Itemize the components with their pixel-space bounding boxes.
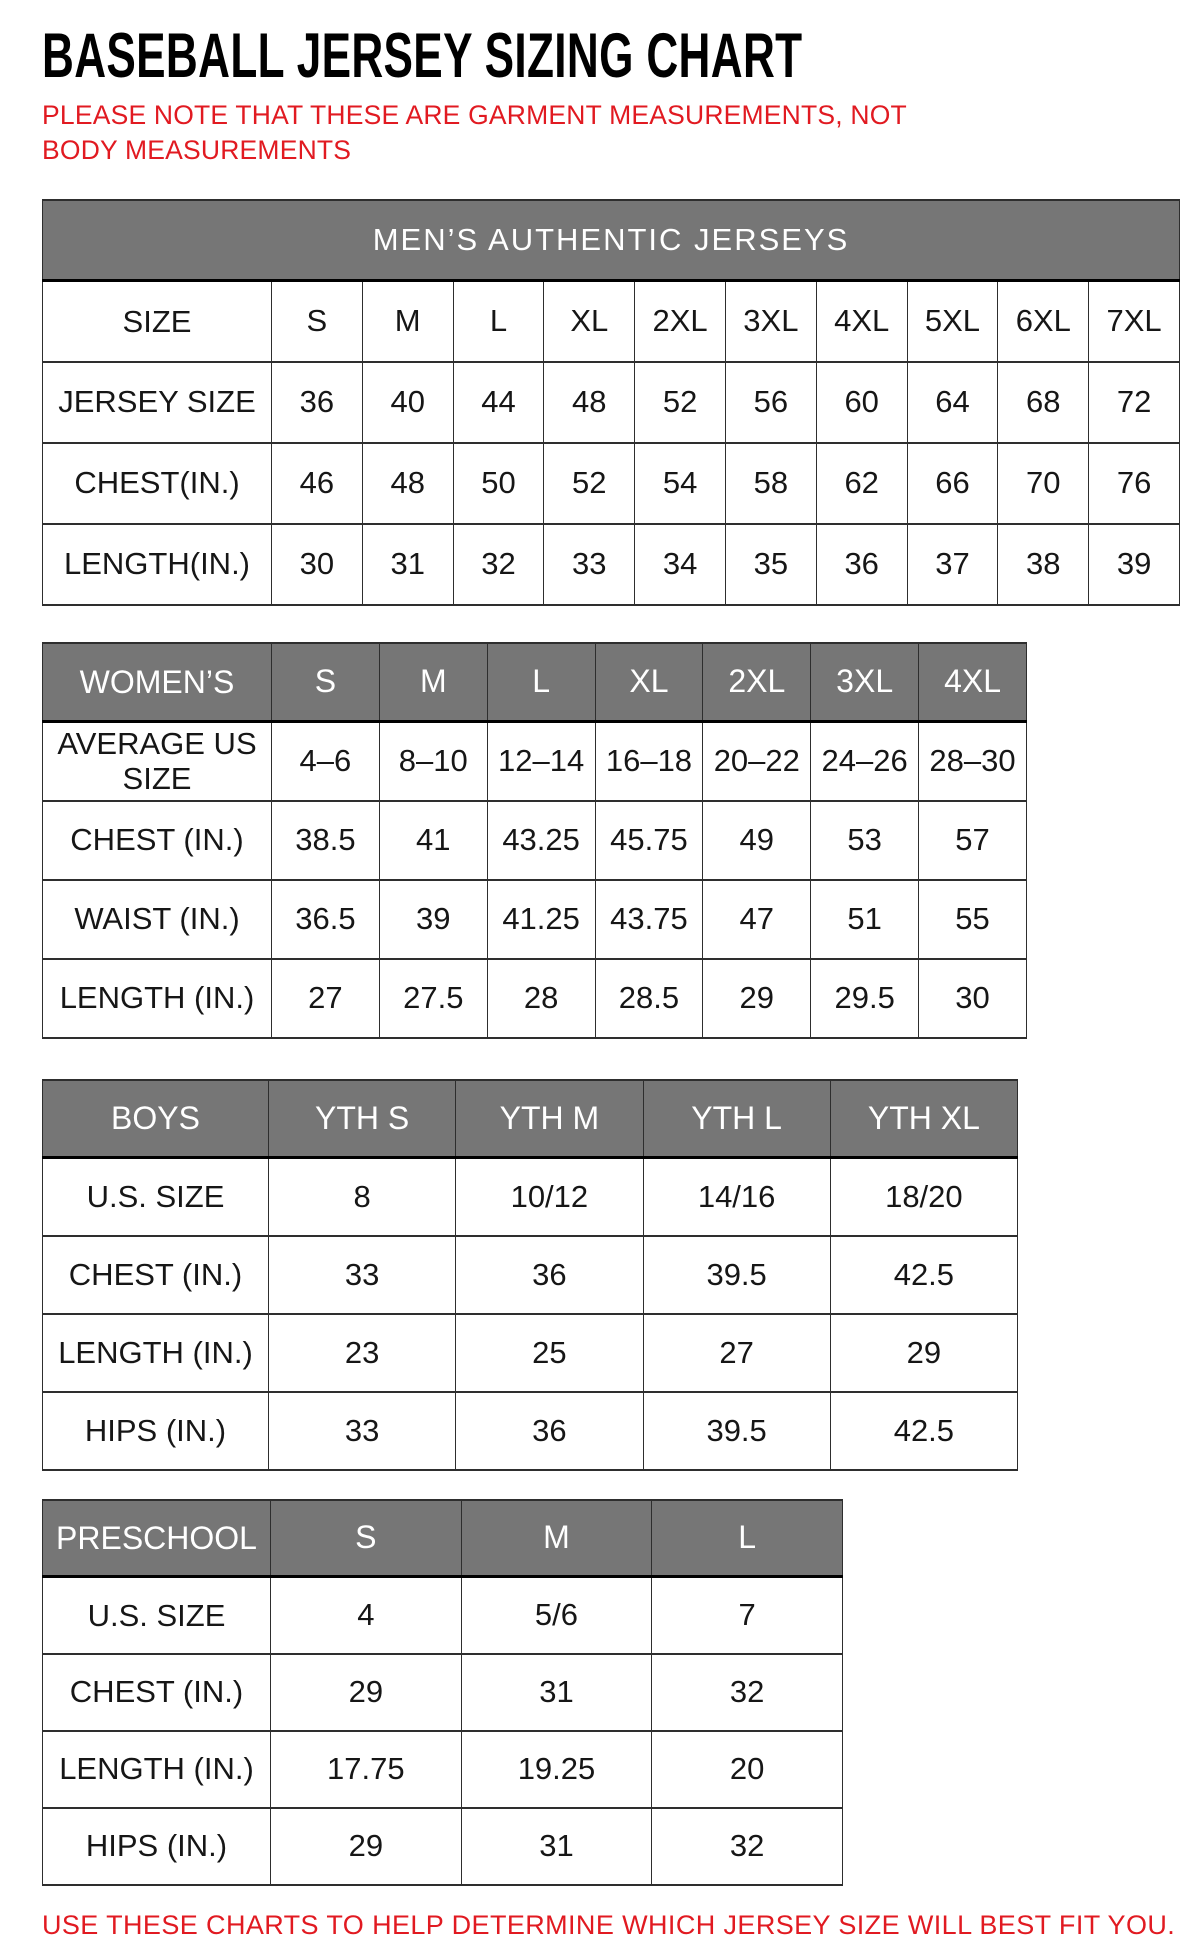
womens-cell: 36.5 [272, 880, 380, 959]
mens-cell: 40 [362, 362, 453, 443]
mens-cell: 58 [725, 443, 816, 524]
womens-cell: 28–30 [919, 722, 1027, 801]
mens-cell: 76 [1089, 443, 1180, 524]
boys-table-row [43, 1158, 1018, 1236]
preschool-cell: 29 [271, 1808, 462, 1885]
preschool-cell: 4 [271, 1577, 462, 1654]
preschool-column-header: S [271, 1500, 462, 1577]
mens-cell: 64 [907, 362, 998, 443]
womens-cell: 29.5 [811, 959, 919, 1038]
mens-cell: 62 [816, 443, 907, 524]
garment-measurements-note: PLEASE NOTE THAT THESE ARE GARMENT MEASUREMENTS, NOT BODY MEASUREMENTS [42, 100, 907, 166]
womens-cell: 49 [703, 801, 811, 880]
mens-table-row [43, 443, 1180, 524]
boys-cell: 33 [269, 1392, 456, 1470]
womens-cell: 55 [919, 880, 1027, 959]
mens-row-label: LENGTH(IN.) [43, 524, 272, 605]
womens-cell: 24–26 [811, 722, 919, 801]
mens-cell: 48 [544, 362, 635, 443]
boys-column-header: YTH M [456, 1080, 643, 1158]
preschool-row-label: HIPS (IN.) [43, 1808, 271, 1885]
boys-row-label: HIPS (IN.) [43, 1392, 269, 1470]
womens-cell: 28.5 [595, 959, 703, 1038]
page-title [42, 21, 1182, 91]
womens-row-label: LENGTH (IN.) [43, 959, 272, 1038]
mens-table-row [43, 524, 1180, 605]
preschool-cell: 19.25 [461, 1731, 652, 1808]
womens-table-row [43, 801, 1027, 880]
mens-cell: 54 [635, 443, 726, 524]
boys-cell: 10/12 [456, 1158, 643, 1236]
preschool-cell: 7 [652, 1577, 843, 1654]
womens-cell: 12–14 [487, 722, 595, 801]
mens-cell: 37 [907, 524, 998, 605]
mens-cell: 39 [1089, 524, 1180, 605]
boys-cell: 18/20 [830, 1158, 1017, 1236]
boys-sizing-table [42, 1079, 1018, 1471]
boys-column-header: YTH XL [830, 1080, 1017, 1158]
womens-cell: 27.5 [379, 959, 487, 1038]
boys-table-row [43, 1236, 1018, 1314]
mens-cell: 31 [362, 524, 453, 605]
womens-cell: 28 [487, 959, 595, 1038]
preschool-cell: 20 [652, 1731, 843, 1808]
womens-column-header: 3XL [811, 643, 919, 722]
womens-cell: 4–6 [272, 722, 380, 801]
womens-column-header: 4XL [919, 643, 1027, 722]
mens-cell: 36 [816, 524, 907, 605]
womens-cell: 41.25 [487, 880, 595, 959]
boys-cell: 39.5 [643, 1392, 830, 1470]
page-title-text: BASEBALL JERSEY SIZING CHART [42, 21, 803, 91]
womens-sizing-table [42, 642, 1027, 1039]
mens-cell: 52 [544, 443, 635, 524]
womens-header-label: WOMEN’S [43, 643, 272, 722]
womens-cell: 30 [919, 959, 1027, 1038]
mens-cell: 50 [453, 443, 544, 524]
preschool-column-header: M [461, 1500, 652, 1577]
womens-row-label: AVERAGE US SIZE [43, 722, 272, 801]
mens-cell: 70 [998, 443, 1089, 524]
mens-table-row [43, 362, 1180, 443]
womens-row-label: WAIST (IN.) [43, 880, 272, 959]
mens-cell: 30 [272, 524, 363, 605]
preschool-row-label: LENGTH (IN.) [43, 1731, 271, 1808]
womens-table-row [43, 959, 1027, 1038]
mens-cell: 68 [998, 362, 1089, 443]
boys-cell: 25 [456, 1314, 643, 1392]
preschool-cell: 29 [271, 1654, 462, 1731]
mens-row-label: JERSEY SIZE [43, 362, 272, 443]
mens-cell: 60 [816, 362, 907, 443]
womens-cell: 38.5 [272, 801, 380, 880]
womens-column-header: 2XL [703, 643, 811, 722]
mens-column-header: 4XL [816, 281, 907, 362]
mens-column-header: 2XL [635, 281, 726, 362]
womens-table-row [43, 880, 1027, 959]
preschool-sizing-table [42, 1499, 843, 1886]
preschool-table-row [43, 1577, 843, 1654]
boys-cell: 36 [456, 1236, 643, 1314]
womens-column-header: M [379, 643, 487, 722]
mens-cell: 35 [725, 524, 816, 605]
mens-column-header: M [362, 281, 453, 362]
boys-header-label: BOYS [43, 1080, 269, 1158]
womens-cell: 57 [919, 801, 1027, 880]
boys-cell: 8 [269, 1158, 456, 1236]
mens-cell: 32 [453, 524, 544, 605]
mens-column-header: 6XL [998, 281, 1089, 362]
mens-column-header: S [272, 281, 363, 362]
boys-cell: 42.5 [830, 1392, 1017, 1470]
boys-cell: 23 [269, 1314, 456, 1392]
womens-column-header: L [487, 643, 595, 722]
preschool-column-header: L [652, 1500, 843, 1577]
mens-column-header: 7XL [1089, 281, 1180, 362]
womens-cell: 39 [379, 880, 487, 959]
womens-cell: 45.75 [595, 801, 703, 880]
mens-authentic-jerseys-table [42, 199, 1180, 606]
boys-cell: 14/16 [643, 1158, 830, 1236]
mens-cell: 33 [544, 524, 635, 605]
womens-cell: 27 [272, 959, 380, 1038]
mens-column-header: L [453, 281, 544, 362]
mens-column-header: 3XL [725, 281, 816, 362]
boys-cell: 29 [830, 1314, 1017, 1392]
preschool-header-label: PRESCHOOL [43, 1500, 271, 1577]
womens-cell: 51 [811, 880, 919, 959]
womens-row-label: CHEST (IN.) [43, 801, 272, 880]
womens-cell: 41 [379, 801, 487, 880]
womens-cell: 8–10 [379, 722, 487, 801]
boys-cell: 33 [269, 1236, 456, 1314]
womens-cell: 20–22 [703, 722, 811, 801]
boys-column-header: YTH S [269, 1080, 456, 1158]
mens-cell: 66 [907, 443, 998, 524]
womens-table-row [43, 722, 1027, 801]
mens-column-header: 5XL [907, 281, 998, 362]
mens-cell: 38 [998, 524, 1089, 605]
boys-column-header: YTH L [643, 1080, 830, 1158]
mens-cell: 56 [725, 362, 816, 443]
boys-table-row [43, 1314, 1018, 1392]
mens-cell: 52 [635, 362, 726, 443]
preschool-row-label: U.S. SIZE [43, 1577, 271, 1654]
preschool-table-row [43, 1731, 843, 1808]
boys-row-label: U.S. SIZE [43, 1158, 269, 1236]
womens-cell: 47 [703, 880, 811, 959]
mens-cell: 34 [635, 524, 726, 605]
womens-cell: 43.75 [595, 880, 703, 959]
boys-cell: 36 [456, 1392, 643, 1470]
boys-row-label: LENGTH (IN.) [43, 1314, 269, 1392]
preschool-table-row [43, 1808, 843, 1885]
preschool-cell: 32 [652, 1808, 843, 1885]
mens-cell: 44 [453, 362, 544, 443]
mens-row-label: CHEST(IN.) [43, 443, 272, 524]
preschool-row-label: CHEST (IN.) [43, 1654, 271, 1731]
preschool-cell: 32 [652, 1654, 843, 1731]
mens-cell: 46 [272, 443, 363, 524]
boys-row-label: CHEST (IN.) [43, 1236, 269, 1314]
boys-cell: 27 [643, 1314, 830, 1392]
mens-cell: 72 [1089, 362, 1180, 443]
womens-cell: 29 [703, 959, 811, 1038]
preschool-cell: 31 [461, 1654, 652, 1731]
mens-cell: 36 [272, 362, 363, 443]
womens-cell: 53 [811, 801, 919, 880]
boys-cell: 39.5 [643, 1236, 830, 1314]
preschool-cell: 17.75 [271, 1731, 462, 1808]
mens-header-label: SIZE [43, 281, 272, 362]
mens-table-title: MEN’S AUTHENTIC JERSEYS [43, 200, 1180, 281]
womens-cell: 16–18 [595, 722, 703, 801]
preschool-cell: 5/6 [461, 1577, 652, 1654]
boys-table-row [43, 1392, 1018, 1470]
boys-cell: 42.5 [830, 1236, 1017, 1314]
womens-cell: 43.25 [487, 801, 595, 880]
womens-column-header: S [272, 643, 380, 722]
footer-note: USE THESE CHARTS TO HELP DETERMINE WHICH JERSEY SIZE WILL BEST FIT YOU. [42, 1909, 1176, 1940]
womens-column-header: XL [595, 643, 703, 722]
preschool-cell: 31 [461, 1808, 652, 1885]
mens-column-header: XL [544, 281, 635, 362]
preschool-table-row [43, 1654, 843, 1731]
mens-cell: 48 [362, 443, 453, 524]
